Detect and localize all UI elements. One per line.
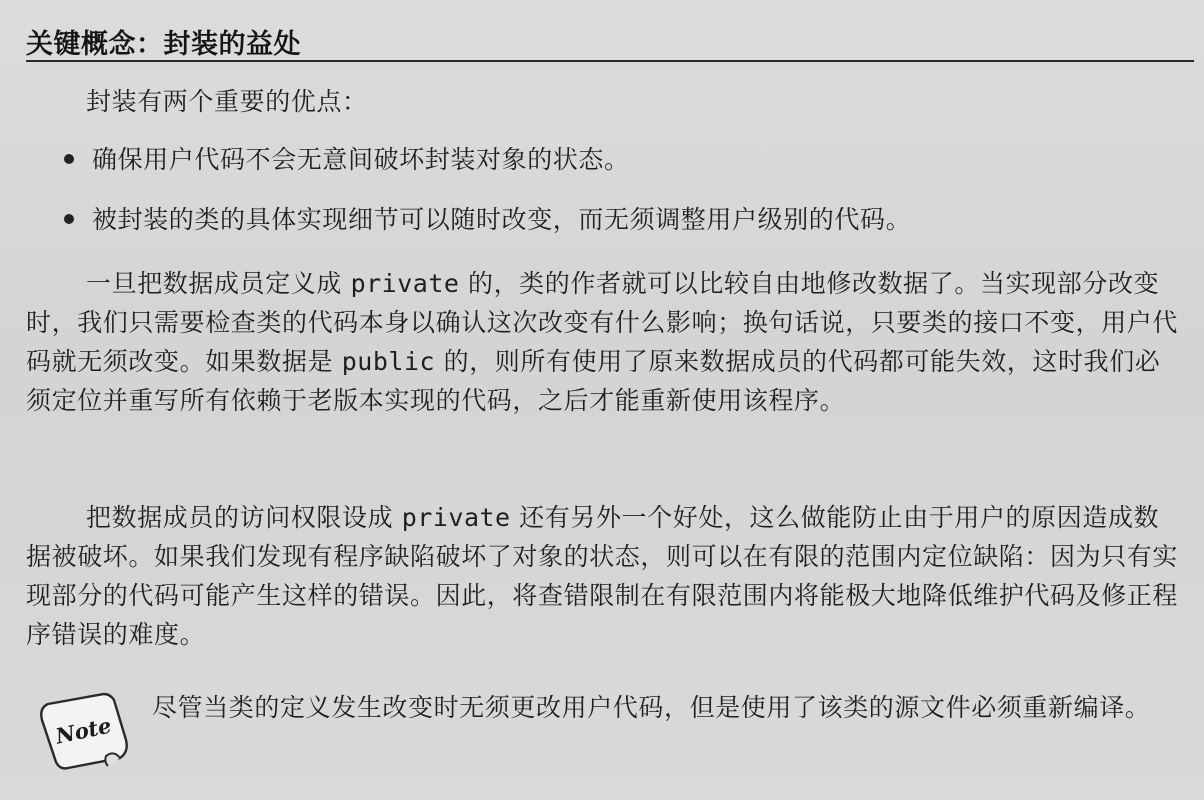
code-keyword: private [401,503,511,532]
intro-text: 封装有两个重要的优点： [86,87,368,116]
section-title: 关键概念：封装的益处 [26,29,301,60]
code-keyword: private [350,269,460,298]
paragraph-text: 一旦把数据成员定义成 [86,269,351,298]
paragraph-private-benefit [26,264,1178,420]
section-header [26,20,1194,62]
code-keyword: public [341,347,436,376]
bullet-icon [64,214,74,224]
bullet-icon [64,154,74,164]
bullet-text: 确保用户代码不会无意间破坏封装对象的状态。 [92,145,630,174]
paragraph-text: 的，类的作者就可以比较自由地修改数据了。当实现部分改变时，我们只需要检查类的代码本身以确认这次改变有什么影响；换句话说，只要类的接口不变，用户代码就无须改变。如果数据是 [26,269,1179,376]
bullet-text: 被封装的类的具体实现细节可以随时改变，而无须调整用户级别的代码。 [92,205,912,234]
paragraph-text: 还有另外一个好处，这么做能防止由于用户的原因造成数据被破坏。如果我们发现有程序缺陷破坏了对象的状态，则可以在有限的范围内定位缺陷：因为只有实现部分的代码可能产生这样的错误。因此，将查错限制在有限范围内将能极大地降低维护代码及修正程序错误的难度。 [26,503,1179,649]
bullet-item [64,140,630,179]
note-text: 尽管当类的定义发生改变时无须更改用户代码，但是使用了该类的源文件必须重新编译。 [152,693,1151,722]
paragraph-text: 的，则所有使用了原来数据成员的代码都可能失效，这时我们必须定位并重写所有依赖于老版本实现的代码，之后才能重新使用该程序。 [26,347,1161,415]
note-icon [34,690,134,772]
paragraph-text: 把数据成员的访问权限设成 [86,503,402,532]
paragraph-data-protection [26,498,1178,654]
bullet-item [64,200,911,239]
note-icon-label: Note [53,712,114,749]
